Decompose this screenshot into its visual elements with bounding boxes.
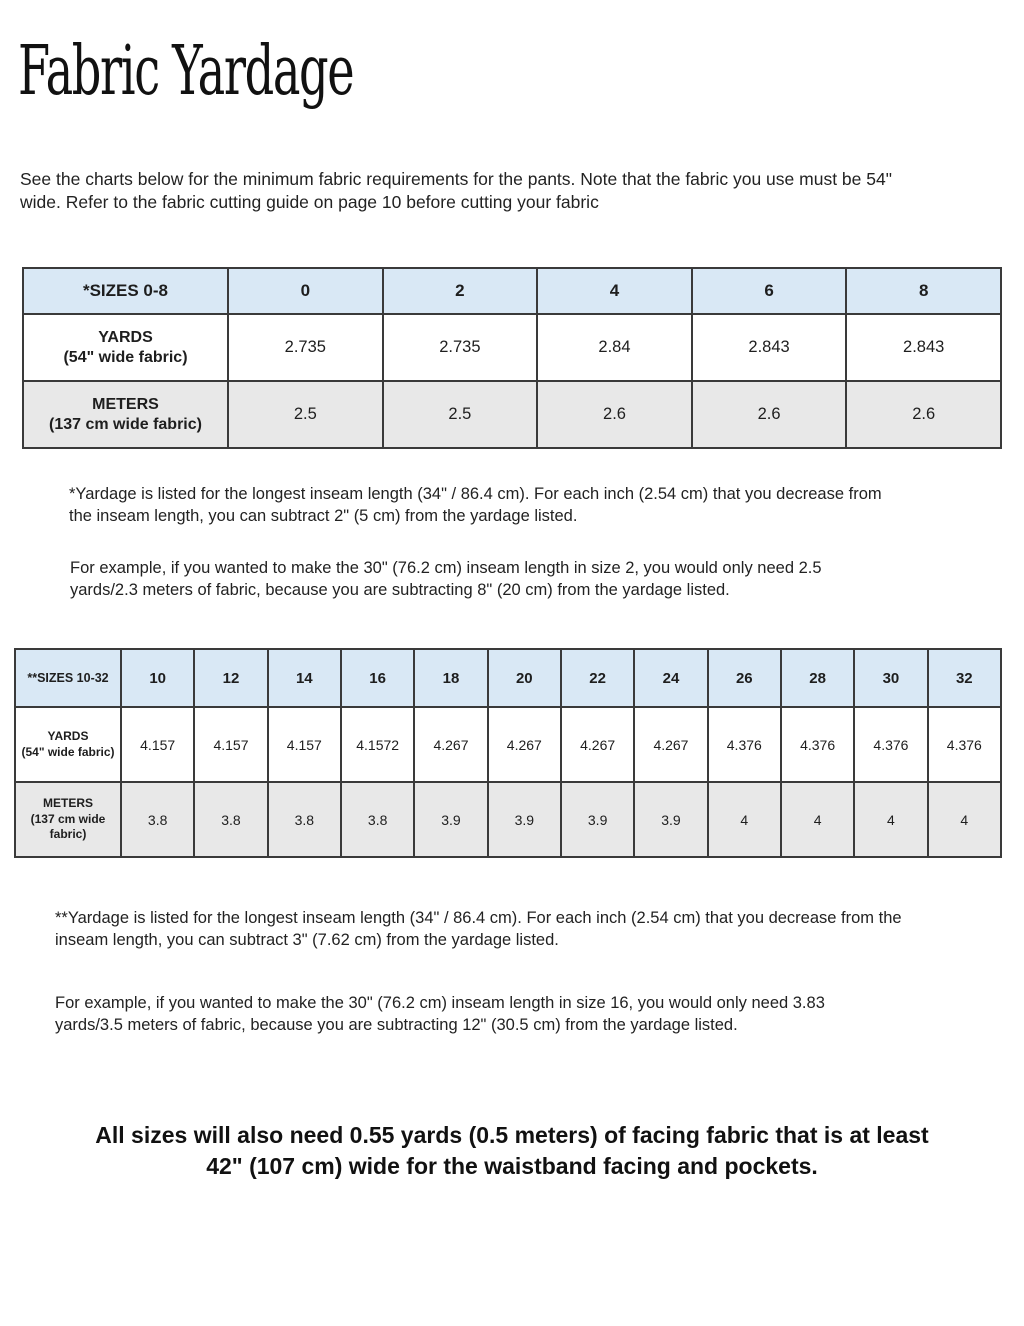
meters-value: 4 <box>708 782 781 857</box>
table-corner-label: **SIZES 10-32 <box>15 649 121 707</box>
size-column-header: 18 <box>414 649 487 707</box>
size-column-header: 26 <box>708 649 781 707</box>
size-column-header: 24 <box>634 649 707 707</box>
yardage-note-sizes-0-8: *Yardage is listed for the longest inseam length (34" / 86.4 cm). For each inch (2.54 cm) that you decrease from the inseam length, you can subtract 2" (5 cm) from the yardage listed. <box>69 485 882 526</box>
yards-value: 4.1572 <box>341 707 414 782</box>
yards-label: YARDS <box>98 328 153 346</box>
meters-sublabel: (137 cm wide fabric) <box>30 811 106 842</box>
meters-value: 3.8 <box>194 782 267 857</box>
yards-value: 4.157 <box>194 707 267 782</box>
size-column-header: 4 <box>537 268 692 314</box>
yards-value: 2.843 <box>692 314 847 381</box>
meters-value: 4 <box>854 782 927 857</box>
meters-value: 2.6 <box>692 381 847 448</box>
meters-label: METERS <box>92 395 159 413</box>
size-column-header: 6 <box>692 268 847 314</box>
meters-row-label <box>15 782 121 857</box>
meters-value: 3.8 <box>268 782 341 857</box>
table-header-row <box>23 268 1001 314</box>
size-column-header: 8 <box>846 268 1001 314</box>
yards-value: 4.376 <box>708 707 781 782</box>
size-column-header: 0 <box>228 268 383 314</box>
yardage-note-sizes-10-32: **Yardage is listed for the longest inseam length (34" / 86.4 cm). For each inch (2.54 cm) that you decrease from the inseam length, you can subtract 3" (7.62 cm) from the yardage listed. <box>55 909 902 950</box>
yards-value: 4.267 <box>488 707 561 782</box>
size-column-header: 16 <box>341 649 414 707</box>
yards-value: 4.157 <box>121 707 194 782</box>
meters-value: 2.6 <box>846 381 1001 448</box>
yards-value: 4.376 <box>928 707 1001 782</box>
yards-label: YARDS <box>47 728 89 743</box>
yards-sublabel: (54" wide fabric) <box>21 744 115 759</box>
yards-value: 2.84 <box>537 314 692 381</box>
yards-value: 2.843 <box>846 314 1001 381</box>
yards-row <box>15 707 1001 782</box>
facing-fabric-text: All sizes will also need 0.55 yards (0.5 meters) of facing fabric that is at least 42" (107 cm) wide for the waistband facing and pockets. <box>95 1122 929 1180</box>
meters-value: 3.9 <box>561 782 634 857</box>
size-column-header: 30 <box>854 649 927 707</box>
meters-value: 3.8 <box>121 782 194 857</box>
size-column-header: 2 <box>383 268 538 314</box>
yards-value: 4.267 <box>561 707 634 782</box>
yardage-example-sizes-10-32: For example, if you wanted to make the 30" (76.2 cm) inseam length in size 16, you would only need 3.83 yards/3.5 meters of fabric, because you are subtracting 12" (30.5 cm) from the yardage listed. <box>55 994 825 1035</box>
meters-value: 3.9 <box>634 782 707 857</box>
meters-value: 2.6 <box>537 381 692 448</box>
intro-paragraph: See the charts below for the minimum fabric requirements for the pants. Note that the fabric you use must be 54" wide. Refer to the fabric cutting guide on page 10 before cutting your fabric <box>20 169 892 213</box>
yards-row <box>23 314 1001 381</box>
meters-row <box>15 782 1001 857</box>
meters-value: 3.8 <box>341 782 414 857</box>
size-column-header: 22 <box>561 649 634 707</box>
yards-value: 4.376 <box>854 707 927 782</box>
yardage-table-sizes-10-32 <box>14 648 1002 858</box>
meters-value: 3.9 <box>414 782 487 857</box>
yardage-table-sizes-0-8 <box>22 267 1002 449</box>
meters-sublabel: (137 cm wide fabric) <box>49 415 202 433</box>
meters-value: 4 <box>928 782 1001 857</box>
meters-value: 2.5 <box>383 381 538 448</box>
yards-value: 4.267 <box>634 707 707 782</box>
yards-row-label <box>23 314 228 381</box>
yards-sublabel: (54" wide fabric) <box>63 348 188 366</box>
yards-value: 4.157 <box>268 707 341 782</box>
yards-row-label <box>15 707 121 782</box>
facing-fabric-callout <box>0 1120 1024 1182</box>
meters-value: 4 <box>781 782 854 857</box>
yards-value: 4.267 <box>414 707 487 782</box>
page-title: Fabric Yardage <box>18 32 354 111</box>
meters-label: METERS <box>42 796 93 811</box>
size-column-header: 20 <box>488 649 561 707</box>
yards-value: 2.735 <box>228 314 383 381</box>
meters-row-label <box>23 381 228 448</box>
size-column-header: 32 <box>928 649 1001 707</box>
yards-value: 2.735 <box>383 314 538 381</box>
meters-value: 2.5 <box>228 381 383 448</box>
size-column-header: 10 <box>121 649 194 707</box>
table-header-row <box>15 649 1001 707</box>
table-corner-label: *SIZES 0-8 <box>23 268 228 314</box>
yardage-example-sizes-0-8: For example, if you wanted to make the 30" (76.2 cm) inseam length in size 2, you would only need 2.5 yards/2.3 meters of fabric, because you are subtracting 8" (20 cm) from the yardage listed. <box>70 559 822 600</box>
size-column-header: 28 <box>781 649 854 707</box>
size-column-header: 12 <box>194 649 267 707</box>
yards-value: 4.376 <box>781 707 854 782</box>
meters-row <box>23 381 1001 448</box>
meters-value: 3.9 <box>488 782 561 857</box>
size-column-header: 14 <box>268 649 341 707</box>
